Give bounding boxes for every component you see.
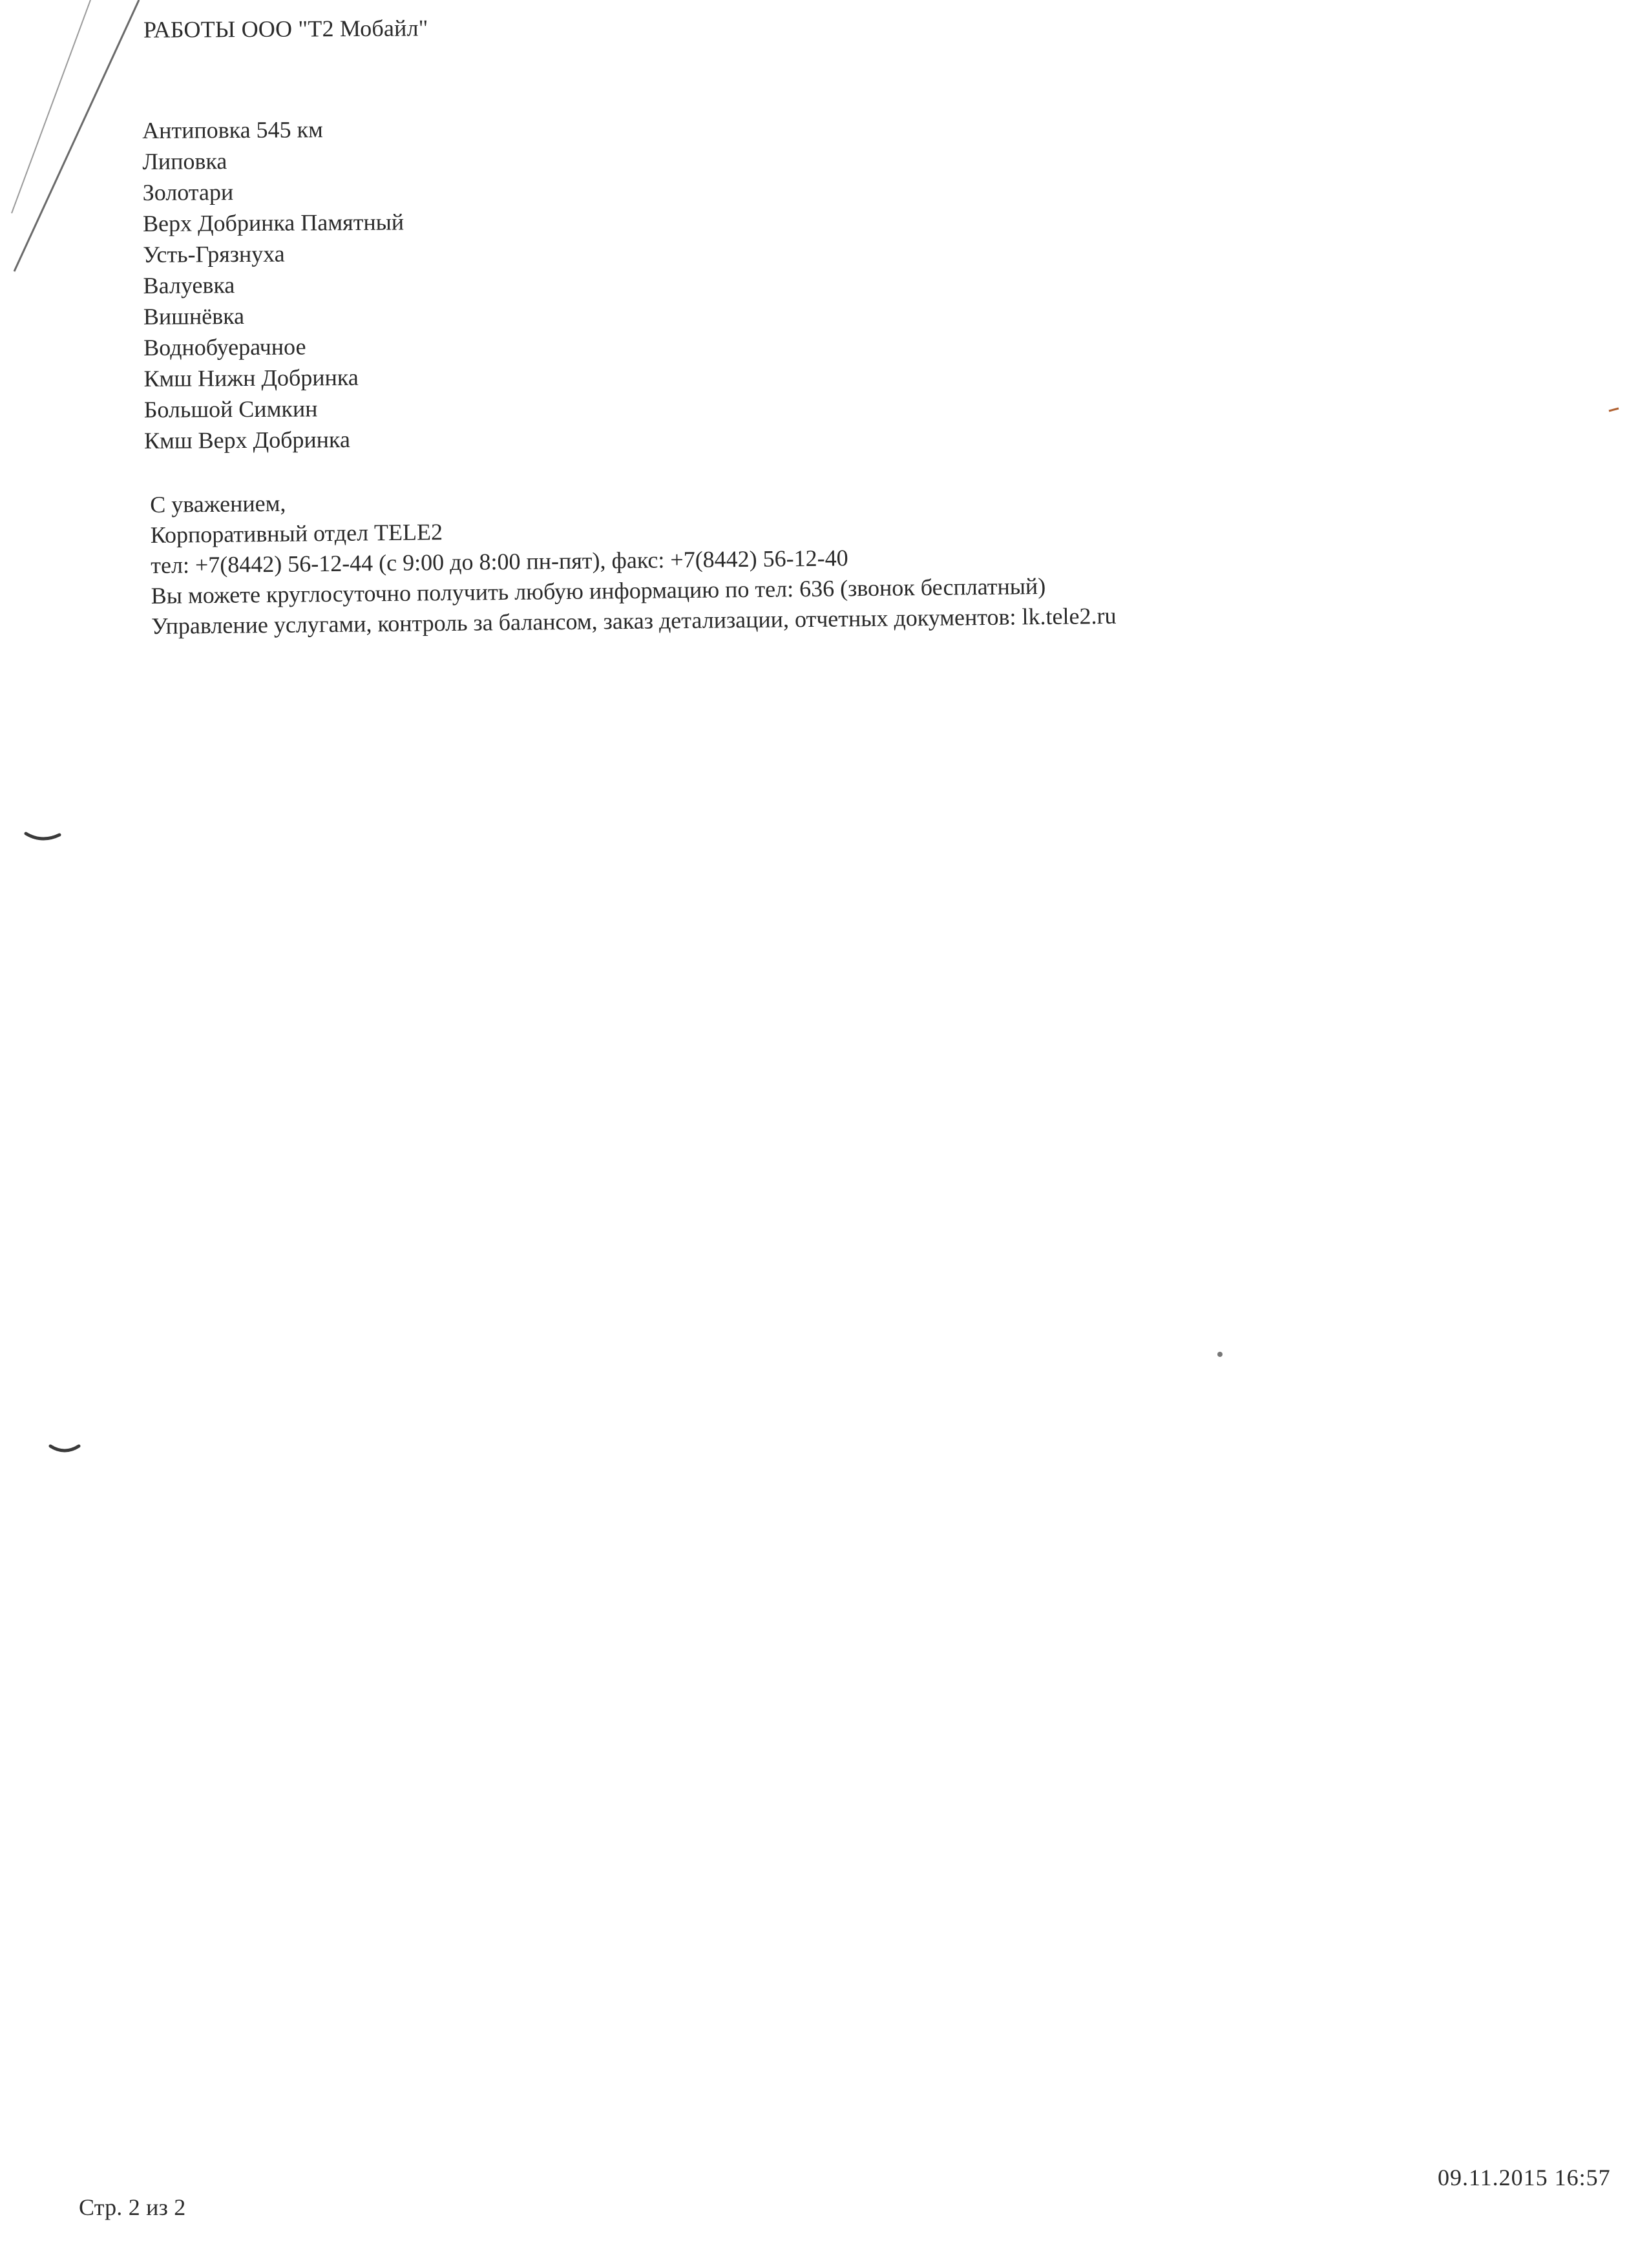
place-item: Воднобуерачное (143, 333, 306, 361)
signature-services: Управление услугами, контроль за балансом, заказ детализации, отчетных документов: lk.tele2.ru (151, 602, 1117, 639)
place-item: Кмш Верх Добринка (143, 426, 351, 454)
print-timestamp: 09.11.2015 16:57 (1438, 2165, 1611, 2190)
place-item: Вишнёвка (143, 303, 245, 330)
document-header: РАБОТЫ ООО "Т2 Мобайл" (143, 15, 428, 43)
places-list (142, 114, 405, 456)
signature-block (150, 479, 1117, 642)
place-item: Верх Добринка Памятный (142, 209, 404, 236)
signature-phone: тел: +7(8442) 56-12-44 (с 9:00 до 8:00 пн-пят), факс: +7(8442) 56-12-40 (151, 545, 848, 578)
place-item: Валуевка (143, 272, 235, 299)
signature-department: Корпоративный отдел TELE2 (150, 519, 443, 548)
place-item: Антиповка 545 км (142, 116, 323, 143)
page-number: Стр. 2 из 2 (79, 2194, 186, 2220)
place-item: Большой Симкин (143, 395, 318, 423)
place-item: Усть-Грязнуха (143, 240, 285, 268)
place-item: Золотари (142, 179, 234, 205)
signature-greeting: С уважением, (150, 490, 286, 518)
place-item: Липовка (142, 148, 227, 174)
place-item: Кмш Нижн Добринка (143, 364, 359, 392)
signature-info: Вы можете круглосуточно получить любую информацию по тел: 636 (звонок бесплатный) (151, 573, 1046, 609)
